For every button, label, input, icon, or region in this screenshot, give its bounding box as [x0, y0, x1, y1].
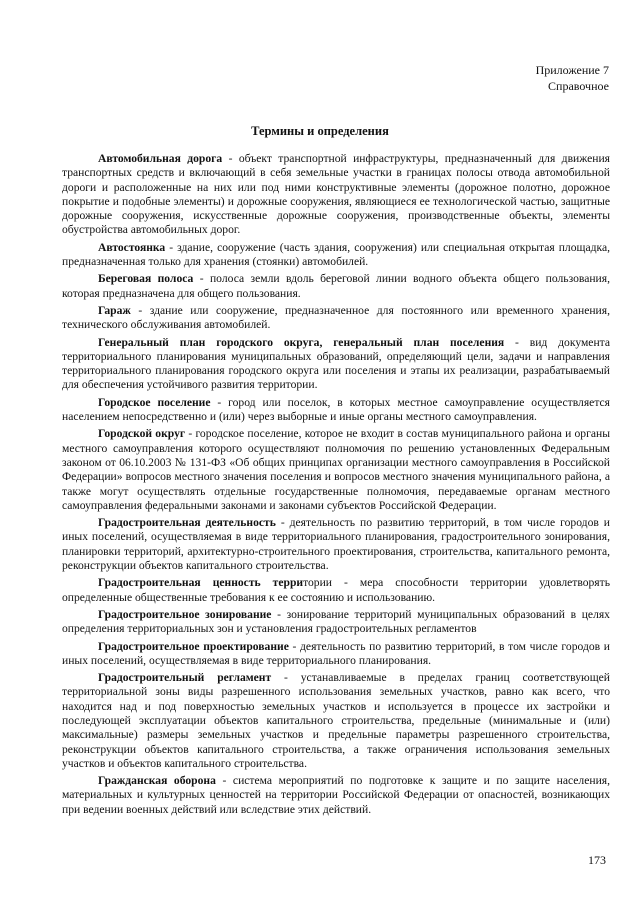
term-name: Градостроительная ценность терри [98, 576, 304, 590]
term-definition: - здание или сооружение, предназначенное для постоянного или временного хранения, технического обслуживания автомобилей. [62, 303, 610, 332]
term-definition: - объект транспортной инфраструктуры, предназначенный для движения транспортных средств и включающий в себя земельные участки в границах полосы отвода автомобильной дороги и расположенные на них или под ними конструктивные элементы (дорожное полотно, дорожное покрытие и подобные элементы) и дорожные сооружения, являющиеся ее технологической частью, защитные дорожные сооружения, искусственные дорожные сооружения, производственные объекты, элементы обустройства автомобильных дорог. [62, 152, 610, 237]
term-entry [62, 152, 610, 238]
term-name: Градостроительный регламент [98, 671, 272, 685]
term-entry [62, 671, 610, 771]
term-definition: - полоса земли вдоль береговой линии водного объекта общего пользования, которая предназначена для общего пользования. [62, 272, 610, 300]
term-entry [62, 516, 610, 573]
term-definition: - система мероприятий по подготовке к защите и по защите населения, материальных и культурных ценностей на территории Российской Федерации от опасностей, возникающих при ведении военных действий или вследствие этих действий. [62, 774, 610, 816]
page-number: 173 [588, 853, 606, 867]
term-name: Автостоянка [98, 240, 166, 254]
term-name: Автомобильная дорога [98, 152, 223, 165]
term-entry [62, 774, 610, 817]
term-name: Генеральный план городского округа, генеральный план поселения [98, 335, 505, 349]
term-name: Гражданская оборона [98, 774, 216, 788]
term-name: Городское поселение [98, 395, 211, 409]
page-title: Термины и определения [251, 124, 389, 138]
term-definition: - устанавливаемые в пределах границ соответствующей территориальной зоны виды разрешенного использования земельных участков, равно как всего, что находится над и под поверхностью земельных участков и используется в процессе их застройки и последующей эксплуатации объектов капитального строительства, предельные (минимальные и (или) максимальные) размеры земельных участков и предельные параметры разрешенного строительства, реконструкции объектов капитального строительства, а также ограничения использования земельных участков и объектов капитального строительства. [62, 671, 610, 770]
terms-list [62, 152, 610, 820]
term-name: Береговая полоса [98, 272, 194, 286]
term-name: Градостроительное зонирование [98, 607, 272, 621]
term-entry [62, 304, 610, 333]
term-entry [62, 427, 610, 513]
term-name: Гараж [98, 303, 131, 317]
term-entry [62, 241, 610, 270]
appendix-number: Приложение 7 [535, 63, 609, 77]
term-definition: - городское поселение, которое не входит в состав муниципального района и органы местного самоуправления которого осуществляют полномочия по решению установленных Федеральным законом от 06.10.2003 № 131-ФЗ «Об общих принципах организации местного самоуправления в Российской Федерации» вопросов местного значения поселения и вопросов местного значения муниципального района, а также могут осуществлять отдельные государственные полномочия, передаваемые органам местного самоуправления федеральными законами и законами субъектов Российской Федерации. [62, 427, 610, 512]
term-entry [62, 576, 610, 605]
term-entry [62, 336, 610, 393]
term-definition: - город или поселок, в которых местное самоуправление осуществляется населением непосредственно и (или) через выборные и иные органы местного самоуправления. [62, 395, 611, 424]
term-entry [62, 608, 610, 637]
appendix-label [536, 62, 609, 94]
term-definition: - зонирование территорий муниципальных образований в целях определения территориальных зон и установления градостроительных регламентов [62, 607, 610, 636]
term-entry [62, 396, 610, 425]
term-name: Градостроительная деятельность [98, 516, 276, 530]
term-entry [62, 272, 610, 301]
term-name: Градостроительное проектирование [98, 639, 289, 653]
term-definition: тории - мера способности территории удовлетворять определенные общественные требования к ее состоянию и использованию. [62, 576, 610, 604]
term-definition: - здание, сооружение (часть здания, сооружения) или специальная открытая площадка, предназначенная только для хранения (стоянки) автомобилей. [62, 240, 610, 269]
term-definition: - вид документа территориального планирования муниципальных образований, определяющий цели, задачи и направления территориального планирования городского округа или поселения и этапы их реализации, разрабатываемый для обеспечения устойчивого развития территории. [62, 335, 611, 392]
appendix-type: Справочное [548, 79, 609, 93]
term-definition: - деятельность по развитию территорий, в том числе городов и иных поселений, осуществляемая в виде территориального планирования. [62, 639, 610, 667]
term-definition: - деятельность по развитию территорий, в том числе городов и иных поселений, осуществляемая в виде территориального планирования, градостроительного зонирования, планировки территорий, архитектурно-строительного проектирования, строительства, капитального ремонта, реконструкции объектов капитального строительства. [62, 516, 610, 573]
term-name: Городской округ [98, 427, 186, 441]
term-entry [62, 640, 610, 669]
